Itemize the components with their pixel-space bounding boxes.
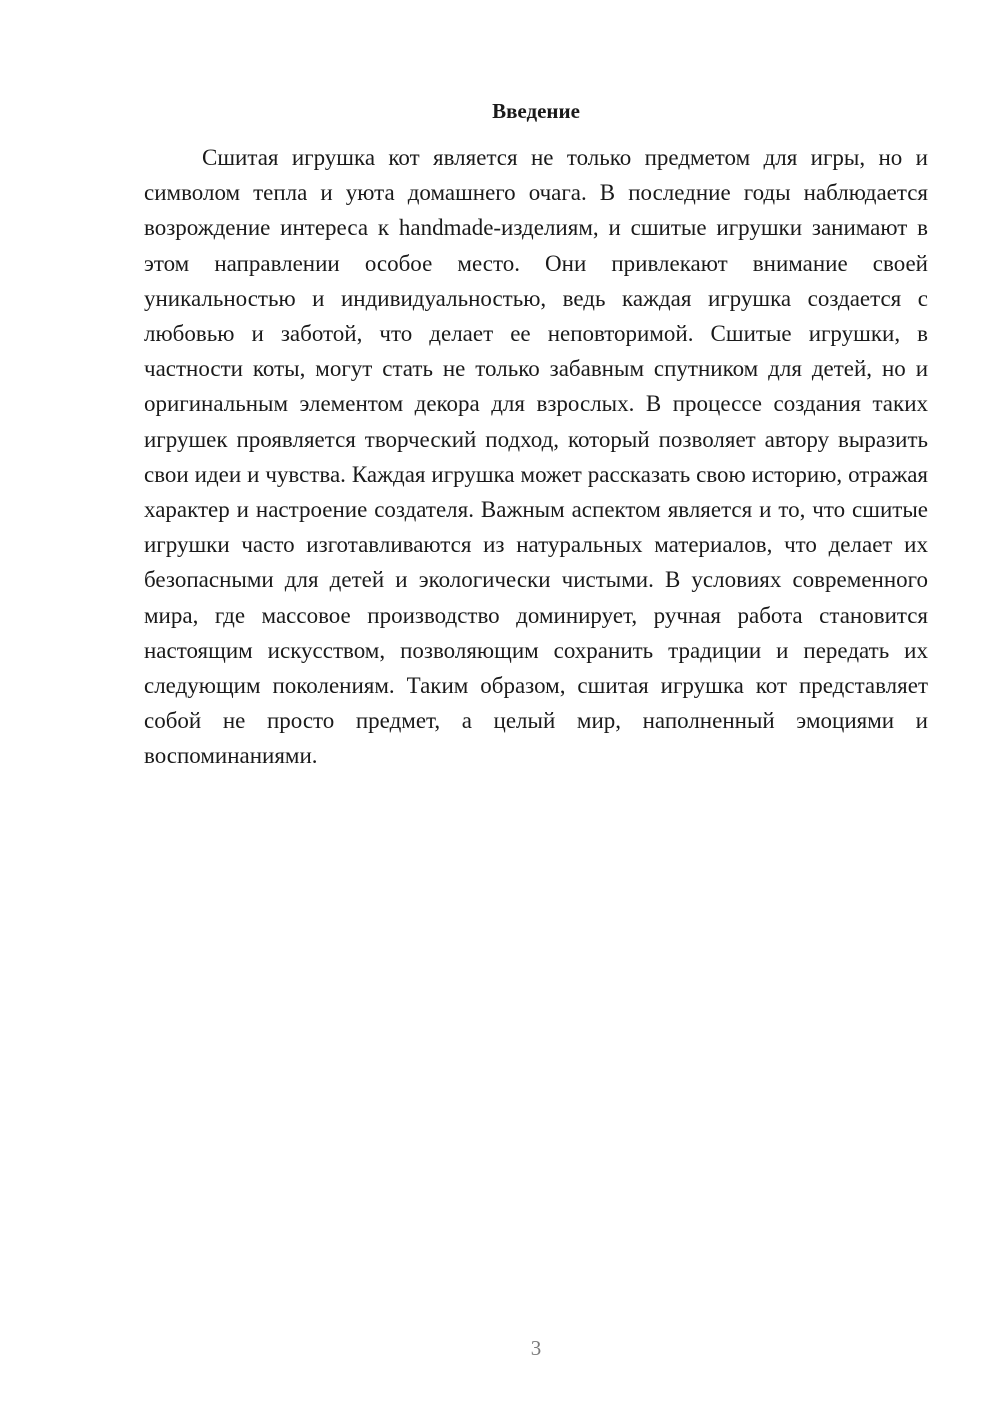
body-paragraph: Сшитая игрушка кот является не только предметом для игры, но и символом тепла и уюта домашнего очага. В последние годы наблюдается возрождение интереса к handmade-изделиям, и сшитые игрушки занимают в этом направлении особое место. Они привлекают внимание своей уникальностью и индивидуальностью, ведь каждая игрушка создается с любовью и заботой, что делает ее неповторимой. Сшитые игрушки, в частности коты, могут стать не только забавным спутником для детей, но и оригинальным элементом декора для взрослых. В процессе создания таких игрушек проявляется творческий подход, который позволяет автору выразить свои идеи и чувства. Каждая игрушка может рассказать свою историю, отражая характер и настроение создателя. Важным аспектом является и то, что сшитые игрушки часто изготавливаются из натуральных материалов, что делает их безопасными для детей и экологически чистыми. В условиях современного мира, где массовое производство доминирует, ручная работа становится настоящим искусством, позволяющим сохранить традиции и передать их следующим поколениям. Таким образом, сшитая игрушка кот представляет собой не просто предмет, а целый мир, наполненный эмоциями и воспоминаниями. xyxy=(144,145,928,769)
page-number: 3 xyxy=(530,1336,542,1360)
section-heading: Введение xyxy=(492,99,580,123)
